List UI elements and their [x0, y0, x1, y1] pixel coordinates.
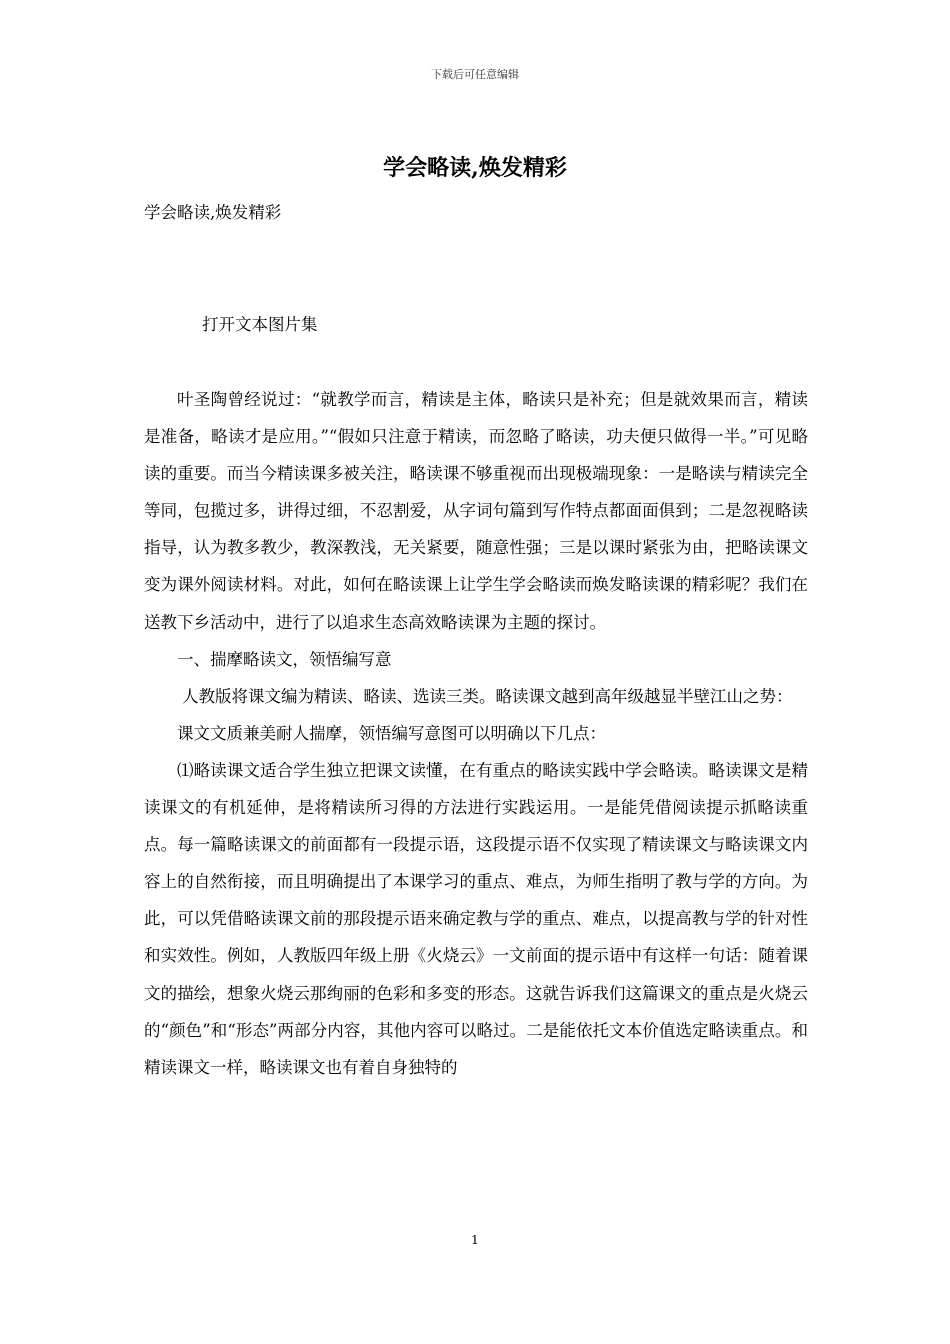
body-paragraph: 课文文质兼美耐人揣摩，领悟编写意图可以明确以下几点： [177, 723, 606, 743]
document-body [144, 381, 808, 1086]
document-title: 学会略读,焕发精彩 [383, 155, 567, 181]
page-header-note: 下载后可任意编辑 [431, 68, 519, 81]
section-heading: 一、揣摩略读文，领悟编写意 [177, 649, 392, 669]
body-paragraph: 人教版将课文编为精读、略读、选读三类。略读课文越到高年级越显半壁江山之势： [181, 686, 793, 706]
image-set-link[interactable]: 打开文本图片集 [202, 315, 318, 334]
document-subtitle: 学会略读,焕发精彩 [144, 203, 282, 222]
body-paragraph: ⑴略读课文适合学生独立把课文读懂，在有重点的略读实践中学会略读。略读课文是精读课文的有机延伸，是将精读所习得的方法进行实践运用。一是能凭借阅读提示抓略读重点。每一篇略读课文的前面都有一段提示语，这段提示语不仅实现了精读课文与略读课文内容上的自然衔接，而且明确提出了本课学习的重点、难点，为师生指明了教与学的方向。为此，可以凭借略读课文前的那段提示语来确定教与学的重点、难点，以提高教与学的针对性和实效性。例如，人教版四年级上册《火烧云》一文前面的提示语中有这样一句话：随着课文的描绘，想象火烧云那绚丽的色彩和多变的形态。这就告诉我们这篇课文的重点是火烧云的“颜色”和“形态”两部分内容，其他内容可以略过。二是能依托文本价值选定略读重点。和精读课文一样，略读课文也有着自身独特的 [144, 760, 808, 1077]
body-paragraph: 叶圣陶曾经说过：“就教学而言，精读是主体，略读只是补充；但是就效果而言，精读是准备，略读才是应用。”“假如只注意于精读，而忽略了略读，功夫便只做得一半。”可见略读的重要。而当今精读课多被关注，略读课不够重视而出现极端现象：一是略读与精读完全等同，包揽过多，讲得过细，不忍割爱，从字词句篇到写作特点都面面俱到；二是忽视略读指导，认为教多教少，教深教浅，无关紧要，随意性强；三是以课时紧张为由，把略读课文变为课外阅读材料。对此，如何在略读课上让学生学会略读而焕发略读课的精彩呢？我们在送教下乡活动中，进行了以追求生态高效略读课为主题的探讨。 [144, 390, 808, 632]
page-number: 1 [471, 1233, 479, 1247]
